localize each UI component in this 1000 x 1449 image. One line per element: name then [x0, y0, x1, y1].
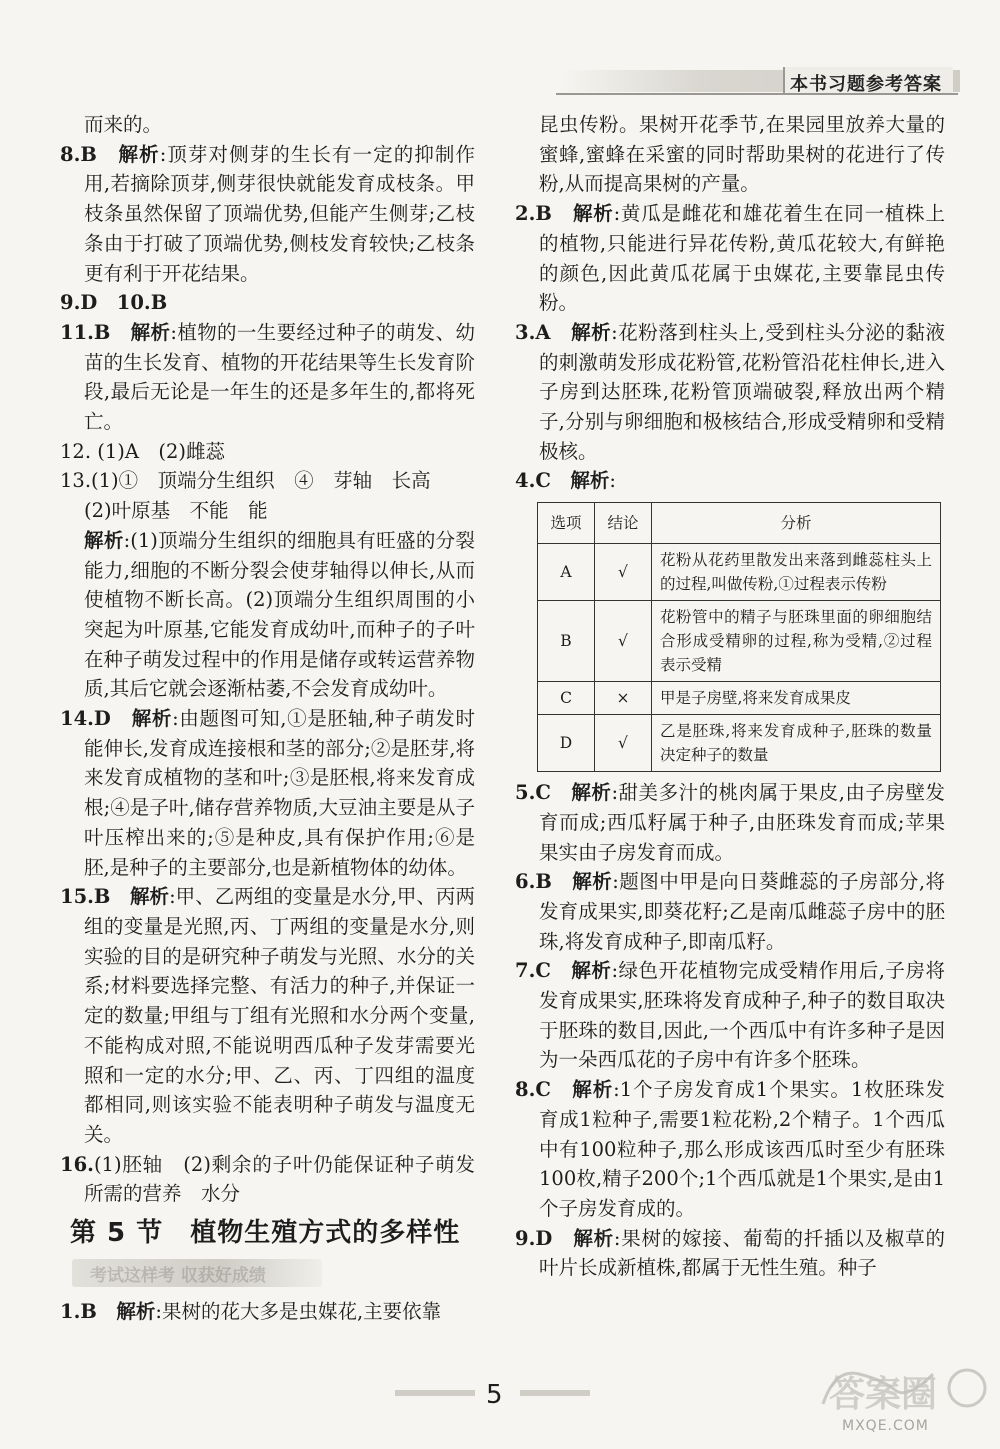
table-header: 结论 — [595, 503, 652, 544]
analysis-label: 解析 — [130, 320, 171, 344]
answer-6 — [515, 867, 945, 956]
table-row — [538, 682, 941, 715]
answer-4 — [515, 466, 945, 496]
table-row — [538, 601, 941, 682]
analysis-label: 解析 — [130, 885, 170, 909]
table-cell-analysis: 乙是胚珠,将来发育成种子,胚珠的数量决定种子的数量 — [652, 715, 941, 772]
table-cell-result: × — [595, 682, 652, 715]
answer-13-analysis — [60, 526, 475, 704]
answer-text: :花粉落到柱头上,受到柱头分泌的黏液的刺激萌发形成花粉管,花粉管沿花柱伸长,进入子房到达胚珠,花粉管顶端破裂,释放出两个精子,分别与卵细胞和极核结合,形成受精卵和受精极核。 — [539, 320, 945, 463]
answer-number: 14.D — [60, 707, 111, 731]
table-cell-analysis: 花粉管中的精子与胚珠里面的卵细胞结合形成受精卵的过程,称为受精,②过程表示受精 — [652, 601, 941, 682]
page-number: 5 — [486, 1380, 503, 1410]
answer-text: :甜美多汁的桃肉属于果皮,由子房壁发育而成;西瓜籽属于种子,由胚珠发育而成;苹果果实由子房发育而成。 — [539, 781, 945, 864]
answer-text: (1)胚轴 (2)剩余的子叶仍能保证种子萌发所需的营养 水分 — [84, 1152, 475, 1206]
table-cell-result: √ — [595, 601, 652, 682]
answer-text: :题图中甲是向日葵雌蕊的子房部分,将发育成果实,即葵花籽;乙是南瓜雌蕊子房中的胚珠,将发育成种子,即南瓜籽。 — [539, 870, 945, 953]
analysis-table — [537, 502, 941, 772]
answer-number: 3.A — [515, 320, 551, 344]
answer-number: 4.C — [515, 469, 551, 493]
right-column — [515, 110, 945, 1283]
answer-text: :由题图可知,①是胚轴,种子萌发时能伸长,发育成连接根和茎的部分;②是胚芽,将来发育成植物的茎和叶;③是胚根,将来发育成根;④是子叶,储存营养物质,大豆油主要是从子叶压榨出来的;⑤是种皮,具有保护作用;⑥是胚,是种子的主要部分,也是新植物体的幼体。 — [84, 707, 475, 879]
page-header-title: 本书习题参考答案 — [790, 74, 942, 95]
analysis-label: 解析 — [571, 781, 612, 805]
exam-banner-text: 考试这样考 収获好成绩 — [90, 1266, 266, 1287]
answer-text: :顶芽对侧芽的生长有一定的抑制作用,若摘除顶芽,侧芽很快就能发育成枝条。甲枝条虽然保留了顶端优势,但能产生侧芽;乙枝条由于打破了顶端优势,侧枝发育较快;乙枝条更有利于开花结果。 — [84, 142, 475, 285]
answer-number: 2.B — [515, 202, 552, 226]
answer-2 — [515, 199, 945, 318]
table-cell-option: C — [538, 682, 595, 715]
answer-number: 5.C — [515, 781, 551, 805]
answer-text: :果树的花大多是虫媒花,主要依靠 — [155, 1300, 442, 1324]
answer-continuation: 而来的。 — [84, 113, 163, 136]
analysis-label: 解析 — [573, 1226, 614, 1250]
answer-16 — [60, 1150, 475, 1209]
answer-text: :绿色开花植物完成受精作用后,子房将发育成果实,胚珠将发育成种子,种子的数目取决于胚珠的数目,因此,一个西瓜中有许多种子是因为一朵西瓜花的子房中有许多个胚珠。 — [539, 959, 945, 1072]
answer-13-part1: 13.(1)① 顶端分生组织 ④ 芽轴 长高 — [60, 469, 431, 493]
answer-number: 9.D — [515, 1226, 553, 1250]
answer-number: 8.B — [60, 142, 97, 166]
analysis-label: 解析 — [570, 469, 610, 493]
answer-12: 12. (1)A (2)雌蕊 — [60, 439, 226, 463]
watermark-text: MXQE.COM — [842, 1418, 929, 1434]
watermark-mark: 答案圈 — [829, 1374, 938, 1415]
exam-banner — [72, 1259, 322, 1287]
answer-number: 8.C — [515, 1078, 551, 1102]
answer-text: :果树的嫁接、葡萄的扦插以及椒草的叶片长成新植株,都属于无性生殖。种子 — [539, 1226, 945, 1280]
analysis-label: 解析 — [571, 320, 612, 344]
answer-9d — [515, 1224, 945, 1283]
analysis-label: 解析 — [116, 1300, 156, 1324]
table-header: 分析 — [652, 503, 941, 544]
analysis-label: 解析 — [572, 1078, 614, 1102]
table-cell-analysis: 甲是子房壁,将来发育成果皮 — [652, 682, 941, 715]
answer-14 — [60, 704, 475, 882]
answer-continuation: 昆虫传粉。果树开花季节,在果园里放养大量的蜜蜂,蜜蜂在采蜜的同时帮助果树的花进行了传粉,从而提高果树的产量。 — [539, 113, 945, 196]
analysis-label: 解析 — [84, 528, 124, 552]
answer-text: :植物的一生要经过种子的萌发、幼苗的生长发育、植物的开花结果等生长发育阶段,最后无论是一年生的还是多年生的,都将死亡。 — [84, 320, 475, 434]
table-header: 选项 — [538, 503, 595, 544]
table-header-row — [538, 503, 941, 544]
answer-9-10: 9.D 10.B — [60, 291, 168, 315]
analysis-label: 解析 — [131, 707, 173, 731]
answer-text: :甲、乙两组的变量是水分,甲、丙两组的变量是光照,丙、丁两组的变量是水分,则实验的目的是研究种子萌发与光照、水分的关系;材料要选择完整、有活力的种子,并保证一定的数量;甲组与丁组有光照和水分两个变量,不能构成对照,不能说明西瓜种子发芽需要光照和一定的水分;甲、乙、丙、丁四组的温度都相同,则该实验不能表明种子萌发与温度无关。 — [84, 885, 475, 1146]
answer-text: :黄瓜是雌花和雄花着生在同一植株上的植物,只能进行异花传粉,黄瓜花较大,有鲜艳的颜色,因此黄瓜花属于虫媒花,主要靠昆虫传粉。 — [539, 202, 945, 315]
answer-13-part2: (2)叶原基 不能 能 — [84, 499, 268, 523]
answer-15 — [60, 882, 475, 1149]
answer-number: 6.B — [515, 870, 552, 894]
answer-8 — [60, 140, 475, 289]
answer-number: 1.B — [60, 1300, 97, 1324]
table-cell-analysis: 花粉从花药里散发出来落到雌蕊柱头上的过程,叫做传粉,①过程表示传粉 — [652, 544, 941, 601]
analysis-label: 解析 — [571, 959, 612, 983]
table-cell-option: B — [538, 601, 595, 682]
table-cell-option: A — [538, 544, 595, 601]
answer-3 — [515, 318, 945, 467]
table-row — [538, 544, 941, 601]
footer-decoration-left — [395, 1390, 475, 1396]
table-cell-option: D — [538, 715, 595, 772]
answer-11 — [60, 318, 475, 437]
footer-decoration-right — [520, 1390, 590, 1396]
analysis-label: 解析 — [572, 870, 613, 894]
table-cell-result: √ — [595, 544, 652, 601]
answer-8c — [515, 1075, 945, 1224]
left-column — [60, 110, 475, 1327]
answer-number: 11.B — [60, 320, 111, 344]
answer-number: 16. — [60, 1152, 94, 1176]
answer-7 — [515, 956, 945, 1075]
answer-5 — [515, 778, 945, 867]
answer-text: : — [609, 469, 616, 493]
answer-1 — [60, 1297, 475, 1327]
section-heading: 第 5 节 植物生殖方式的多样性 — [70, 1218, 461, 1249]
analysis-label: 解析 — [572, 202, 614, 226]
table-cell-result: √ — [595, 715, 652, 772]
answer-text: :1个子房发育成1个果实。1枚胚珠发育成1粒种子,需要1粒花粉,2个精子。1个西瓜中有100粒种子,那么形成该西瓜时至少有胚珠100枚,精子200个;1个西瓜就是1个果实,是由1个子房发育成的。 — [539, 1078, 945, 1220]
table-row — [538, 715, 941, 772]
answer-text: :(1)顶端分生组织的细胞具有旺盛的分裂能力,细胞的不断分裂会使芽轴得以伸长,从而使植物不断长高。(2)顶端分生组织周围的小突起为叶原基,它能发育成幼叶,而种子的子叶在种子萌发过程中的作用是储存或转运营养物质,其后它就会逐渐枯萎,不会发育成幼叶。 — [84, 528, 475, 701]
analysis-label: 解析 — [118, 142, 160, 166]
answer-number: 15.B — [60, 885, 111, 909]
answer-number: 7.C — [515, 959, 551, 983]
